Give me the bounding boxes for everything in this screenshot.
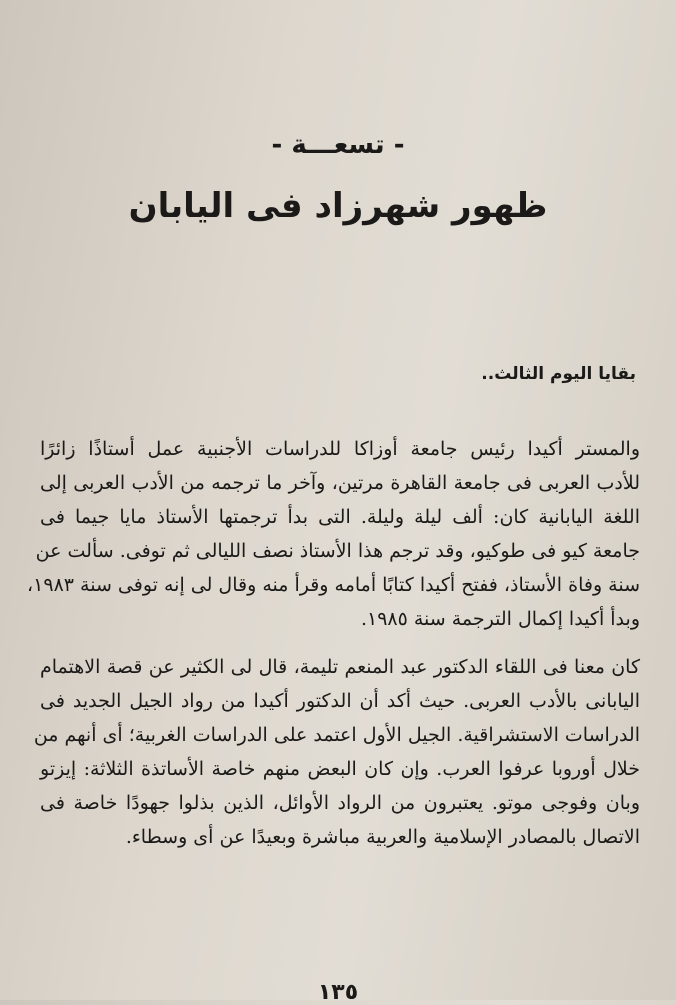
text-line: جامعة كيو فى طوكيو، وقد ترجم هذا الأستاذ نصف الليالى ثم توفى. سألت عن	[35, 540, 640, 562]
paragraph-2	[33, 650, 640, 854]
text-line: كان معنا فى اللقاء الدكتور عبد المنعم تليمة، قال لى الكثير عن قصة الاهتمام	[40, 656, 640, 678]
text-line: وبدأ أكيدا إكمال الترجمة سنة ١٩٨٥.	[360, 608, 640, 630]
text-line: سنة وفاة الأستاذ، ففتح أكيدا كتابًا أمامه وقرأ منه وقال لى إنه توفى سنة ١٩٨٣،	[27, 574, 640, 596]
text-line: الدراسات الاستشراقية. الجيل الأول اعتمد على الدراسات الغربية؛ أى أنهم من	[33, 724, 640, 746]
body-text	[27, 432, 640, 854]
text-line: الاتصال بالمصادر الإسلامية والعربية مباشرة وبعيدًا عن أى وسطاء.	[125, 826, 640, 848]
paragraph-1	[27, 432, 640, 636]
text-line: اليابانى بالأدب العربى. حيث أكد أن الدكتور أكيدا من رواد الجيل الجديد فى	[40, 690, 640, 712]
text-line: خلال أوروبا عرفوا العرب. وإن كان البعض منهم خاصة الأساتذة الثلاثة: إيزتو	[40, 758, 640, 780]
paragraph-gap	[40, 636, 640, 650]
page-number: ١٣٥	[317, 980, 359, 1005]
section-heading: بقايا اليوم الثالث..	[481, 364, 636, 384]
text-line: والمستر أكيدا رئيس جامعة أوزاكا للدراسات الأجنبية عمل أستاذًا زائرًا	[40, 438, 640, 460]
text-line: وبان وفوجى موتو. يعتبرون من الرواد الأوائل، الذين بذلوا جهودًا خاصة فى	[40, 792, 640, 814]
chapter-number: - تسعـــة -	[271, 130, 405, 160]
text-line: للأدب العربى فى جامعة القاهرة مرتين، وآخر ما ترجمه من الأدب العربى إلى	[40, 472, 640, 494]
text-line: اللغة اليابانية كان: ألف ليلة وليلة. التى بدأ ترجمتها الأستاذ مايا جيما فى	[40, 506, 640, 528]
chapter-title: ظهور شهرزاد فى اليابان	[128, 186, 548, 226]
